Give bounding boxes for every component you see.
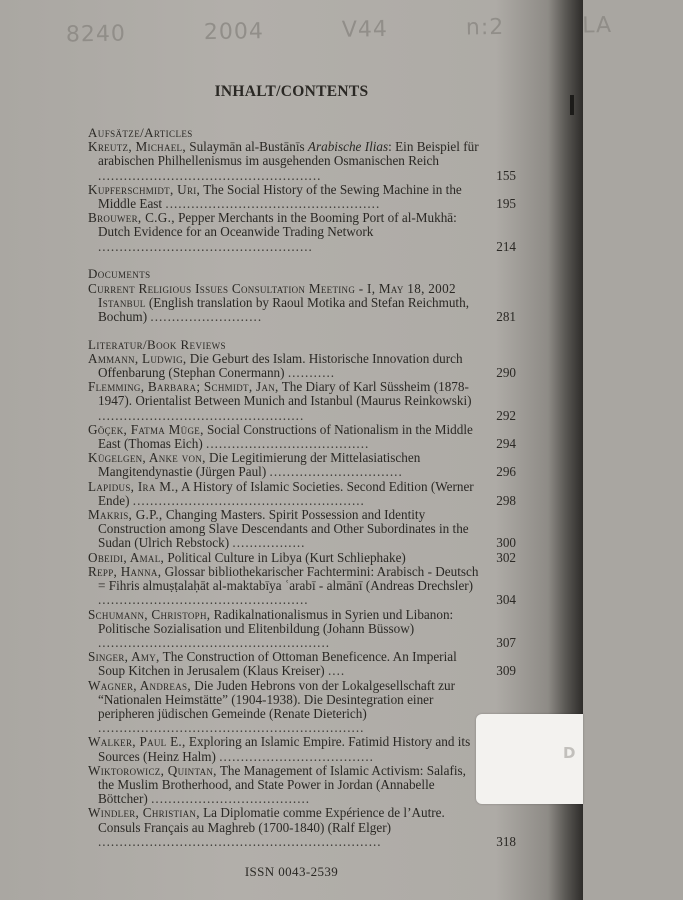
entry-author: Flemming, Barbara; Schmidt, Jan, xyxy=(88,379,279,395)
entry-title: Political Culture in Libya (Kurt Schliephake) xyxy=(164,549,406,565)
entry-page-number: 292 xyxy=(496,407,516,423)
leader-dots: .................................................... xyxy=(98,167,322,183)
entry-title: Pepper Merchants in the Booming Port of al-Mukhā: Dutch Evidence for an Oceanwide Trading Network xyxy=(98,210,457,240)
entry-title: The Construction of Ottoman Beneficence. An Imperial Soup Kitchen in Jerusalem (Klaus Kreiser) xyxy=(98,649,457,679)
entry-author: Kupferschmidt, Uri, xyxy=(88,181,201,197)
entry-page-number: 281 xyxy=(496,308,516,324)
leader-dots: ................................................ xyxy=(98,407,305,423)
entry-author: Current Religious Issues Consultation Meeting - I, May 18, 2002 Istanbul xyxy=(88,280,456,310)
entry-title: The Management of Islamic Activism: Salafis, the Muslim Brotherhood, and State Power in Jordan (Annabelle Böttcher) xyxy=(98,762,466,807)
leader-dots: .................................................................. xyxy=(98,833,382,849)
entry-page-number: 318 xyxy=(496,833,516,849)
leader-dots: .................................................. xyxy=(98,238,313,254)
table-of-contents xyxy=(88,126,516,862)
handwriting-part: 2004 xyxy=(203,19,265,46)
entry-author: Lapidus, Ira M., xyxy=(88,478,179,494)
entry-page-number: 304 xyxy=(496,592,516,608)
entry-author: Repp, Hanna, xyxy=(88,563,162,579)
toc-entry xyxy=(88,608,516,651)
toc-entry xyxy=(88,183,516,211)
entry-title-italic: Arabische Ilias xyxy=(307,139,389,155)
toc-section xyxy=(88,267,516,324)
entry-page-number: 296 xyxy=(496,464,516,480)
entry-title: Die Legitimierung der Mittelasiatischen Mangitendynastie (Jürgen Paul) xyxy=(98,450,421,480)
toc-entry xyxy=(88,551,516,565)
toc-entry xyxy=(88,423,516,451)
page-title: INHALT/CONTENTS xyxy=(214,83,369,100)
issn-number: ISSN 0043-2539 xyxy=(244,864,339,879)
entry-page-number: 290 xyxy=(496,365,516,381)
leader-dots: ..................................... xyxy=(151,791,311,807)
entry-title: A History of Islamic Societies. Second Edition (Werner Ende) xyxy=(98,478,474,508)
entry-title: The Diary of Karl Süssheim (1878-1947). Orientalist Between Munich and Istanbul (Maurus Reinkowski) xyxy=(98,379,472,409)
section-heading: Documents xyxy=(88,266,151,282)
toc-entry xyxy=(88,380,516,423)
entry-author: Ammann, Ludwig, xyxy=(88,350,187,366)
leader-dots: .......................... xyxy=(150,308,263,324)
handwriting-part: LA xyxy=(582,13,613,39)
toc-entry xyxy=(88,565,516,608)
section-heading: Aufsätze/Articles xyxy=(88,125,193,140)
entry-title: (English translation by Raoul Motika and Stefan Reichmuth, Bochum) xyxy=(98,294,469,324)
entry-author: Wagner, Andreas, xyxy=(88,677,191,693)
entry-title: Sulaymān al-Bustānīs xyxy=(185,139,308,155)
toc-entry xyxy=(88,735,516,763)
entry-page-number: 298 xyxy=(496,492,516,508)
entry-author: Windler, Christian, xyxy=(88,805,200,821)
entry-author: Makris, G.P., xyxy=(88,507,163,523)
entry-author: Kreutz, Michael, xyxy=(88,139,186,155)
entry-page-number: 155 xyxy=(496,167,516,183)
leader-dots: ...................................... xyxy=(206,436,370,452)
leader-dots: .................................................. xyxy=(165,196,381,212)
entry-title: The Social History of the Sewing Machine in the Middle East xyxy=(98,181,462,212)
sticker-label: D xyxy=(563,744,576,762)
handwriting-part: V44 xyxy=(341,16,389,43)
entry-title-cont: : Ein Beispiel für arabischen Philhellenismus im ausgehenden Osmanischen Reich xyxy=(98,139,479,169)
toc-section xyxy=(88,338,516,849)
entry-title: Die Juden Hebrons von der Lokalgesellschaft zur “Nationalen Heimstätte” (1904-1938). Die Desintegration einer peripheren jüdischen Gemeinde (Renate Dieterich) xyxy=(98,677,455,721)
entry-title: Die Geburt des Islam. Historische Innovation durch Offenbarung (Stephan Conermann) xyxy=(98,350,463,381)
leader-dots: ............................... xyxy=(269,464,403,480)
leader-dots: .................................... xyxy=(219,748,374,764)
entry-page-number: 195 xyxy=(496,196,516,212)
section-heading: Literatur/Book Reviews xyxy=(88,336,226,352)
toc-entry xyxy=(88,764,516,807)
entry-title: Social Constructions of Nationalism in the Middle East (Thomas Eich) xyxy=(98,421,473,452)
entry-title: Radikalnationalismus in Syrien und Libanon: Politische Sozialisation und Elitenbildung (Johann Büssow) xyxy=(98,606,454,636)
entry-page-number: 214 xyxy=(496,238,516,254)
leader-dots: ...................................................... xyxy=(98,634,331,650)
leader-dots: .............................................................. xyxy=(98,720,365,736)
entry-page-number: 294 xyxy=(496,436,516,452)
toc-entry xyxy=(88,480,516,508)
toc-entry xyxy=(88,806,516,849)
entry-author: Wiktorowicz, Quintan, xyxy=(88,762,217,778)
handwriting-part: 8240 xyxy=(65,21,127,48)
toc-entry xyxy=(88,451,516,479)
entry-page-number: 307 xyxy=(496,634,516,650)
leader-dots: .... xyxy=(328,663,346,679)
entry-author: Singer, Amy, xyxy=(88,649,160,665)
toc-entry xyxy=(88,352,516,380)
toc-entry xyxy=(88,140,516,183)
entry-author: Obeidi, Amal, xyxy=(88,549,165,565)
leader-dots: ................................................. xyxy=(98,592,309,608)
entry-title: La Diplomatie comme Expérience de l’Autre. Consuls Français au Maghreb (1700-1840) (Ralf Elger) xyxy=(98,805,445,835)
entry-title: Changing Masters. Spirit Possession and Identity Construction among Slave Descendants and Other Subordinates in the Sudan (Ulrich Rebstock) xyxy=(98,507,469,551)
toc-entry xyxy=(88,650,516,678)
entry-author: Schumann, Christoph, xyxy=(88,606,211,622)
toc-entry xyxy=(88,679,516,736)
entry-author: Kügelgen, Anke von, xyxy=(88,450,206,466)
leader-dots: ........... xyxy=(287,365,336,381)
entry-author: Walker, Paul E., xyxy=(88,734,186,750)
handwritten-shelf-mark xyxy=(65,13,613,62)
entry-page-number: 302 xyxy=(496,549,516,565)
leader-dots: ...................................................... xyxy=(132,492,365,508)
entry-page-number: 309 xyxy=(496,663,516,679)
entry-title: Exploring an Islamic Empire. Fatimid History and its Sources (Heinz Halm) xyxy=(98,734,471,764)
toc-entry xyxy=(88,211,516,254)
entry-author: Brouwer, C.G., xyxy=(88,210,175,226)
leader-dots: ................. xyxy=(232,535,306,551)
entry-title: Glossar bibliothekarischer Fachtermini: Arabisch - Deutsch = Fihris almuṣṭalaḥāt al-maktabīya ʿarabī - almānī (Andreas Drechsler) xyxy=(98,563,479,594)
entry-page-number: 300 xyxy=(496,535,516,551)
toc-section xyxy=(88,126,516,254)
toc-entry xyxy=(88,282,516,325)
entry-author: Göçek, Fatma Müge, xyxy=(88,421,204,437)
toc-entry xyxy=(88,508,516,551)
handwriting-part: n:2 xyxy=(465,14,505,41)
